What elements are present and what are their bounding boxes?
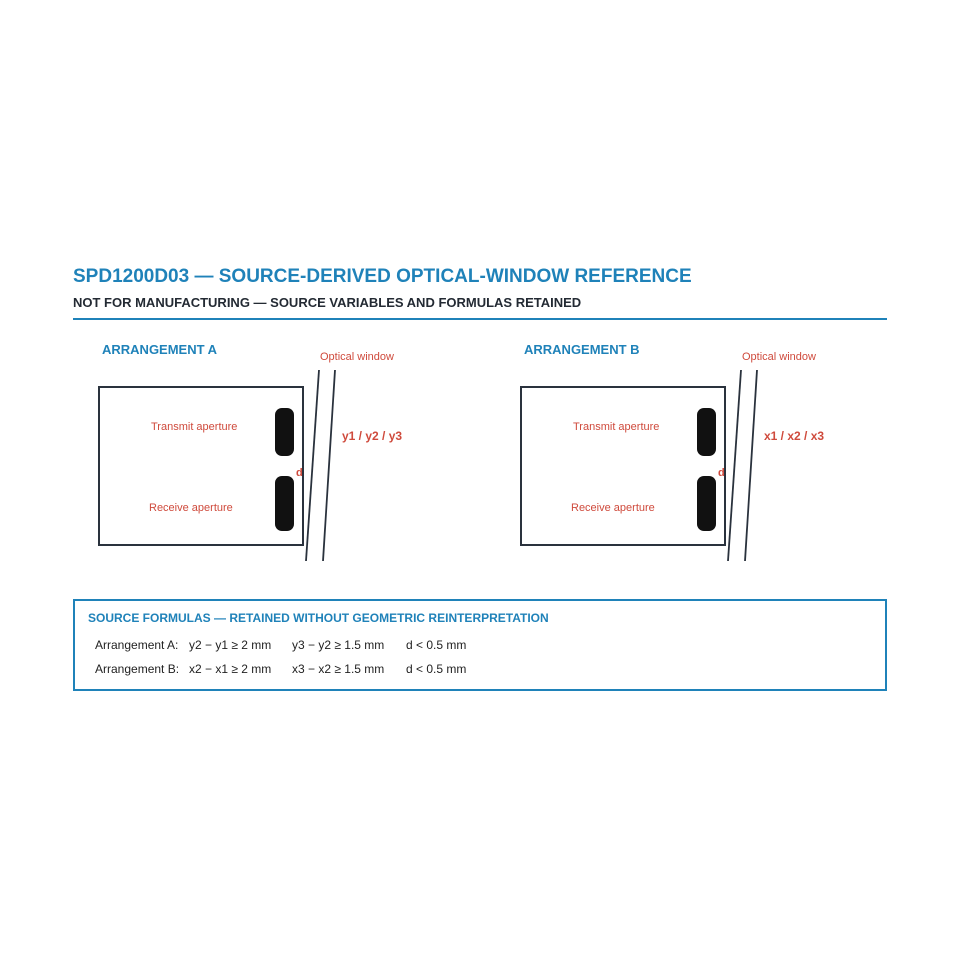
arrangement-a-panel xyxy=(90,330,420,570)
variables-label: y1 / y2 / y3 xyxy=(342,429,403,443)
document-title: SPD1200D03 — SOURCE-DERIVED OPTICAL-WINDOW REFERENCE xyxy=(73,266,692,287)
header-divider xyxy=(73,318,887,320)
optical-window-outer-surface xyxy=(323,370,335,561)
formula-row xyxy=(95,663,466,675)
formula-row xyxy=(95,639,466,651)
arrangement-b-panel xyxy=(512,330,842,570)
gap-label: d xyxy=(718,467,725,479)
optical-window-inner-surface xyxy=(728,370,741,561)
optical-window-outer-surface xyxy=(745,370,757,561)
receive-aperture-label: Receive aperture xyxy=(571,502,655,514)
receive-aperture-label: Receive aperture xyxy=(149,502,233,514)
transmit-aperture-label: Transmit aperture xyxy=(151,421,238,433)
source-formulas-box xyxy=(73,599,887,691)
formula-spacing-1: x2 − x1 ≥ 2 mm xyxy=(189,662,272,676)
receive-aperture xyxy=(275,476,294,531)
formulas-heading: SOURCE FORMULAS — RETAINED WITHOUT GEOMETRIC REINTERPRETATION xyxy=(88,611,549,625)
transmit-aperture xyxy=(275,408,294,456)
optical-window-label: Optical window xyxy=(742,351,816,363)
formula-row-label: Arrangement B: xyxy=(95,662,180,676)
formula-spacing-2: y3 − y2 ≥ 1.5 mm xyxy=(292,638,385,652)
variables-label: x1 / x2 / x3 xyxy=(764,429,825,443)
arrangement-b-drawing xyxy=(512,330,842,570)
optical-window-label: Optical window xyxy=(320,351,394,363)
receive-aperture xyxy=(697,476,716,531)
gap-label: d xyxy=(296,467,303,479)
arrangement-a-drawing xyxy=(90,330,420,570)
transmit-aperture xyxy=(697,408,716,456)
formula-gap: d < 0.5 mm xyxy=(406,638,467,652)
formula-spacing-1: y2 − y1 ≥ 2 mm xyxy=(189,638,272,652)
formula-spacing-2: x3 − x2 ≥ 1.5 mm xyxy=(292,662,385,676)
optical-window-inner-surface xyxy=(306,370,319,561)
sensor-housing xyxy=(99,387,303,545)
sensor-housing xyxy=(521,387,725,545)
formula-row-label: Arrangement A: xyxy=(95,638,179,652)
arrangement-heading: ARRANGEMENT B xyxy=(524,342,640,357)
formula-gap: d < 0.5 mm xyxy=(406,662,467,676)
arrangement-heading: ARRANGEMENT A xyxy=(102,342,218,357)
document-subtitle: NOT FOR MANUFACTURING — SOURCE VARIABLES AND FORMULAS RETAINED xyxy=(73,295,582,310)
transmit-aperture-label: Transmit aperture xyxy=(573,421,660,433)
